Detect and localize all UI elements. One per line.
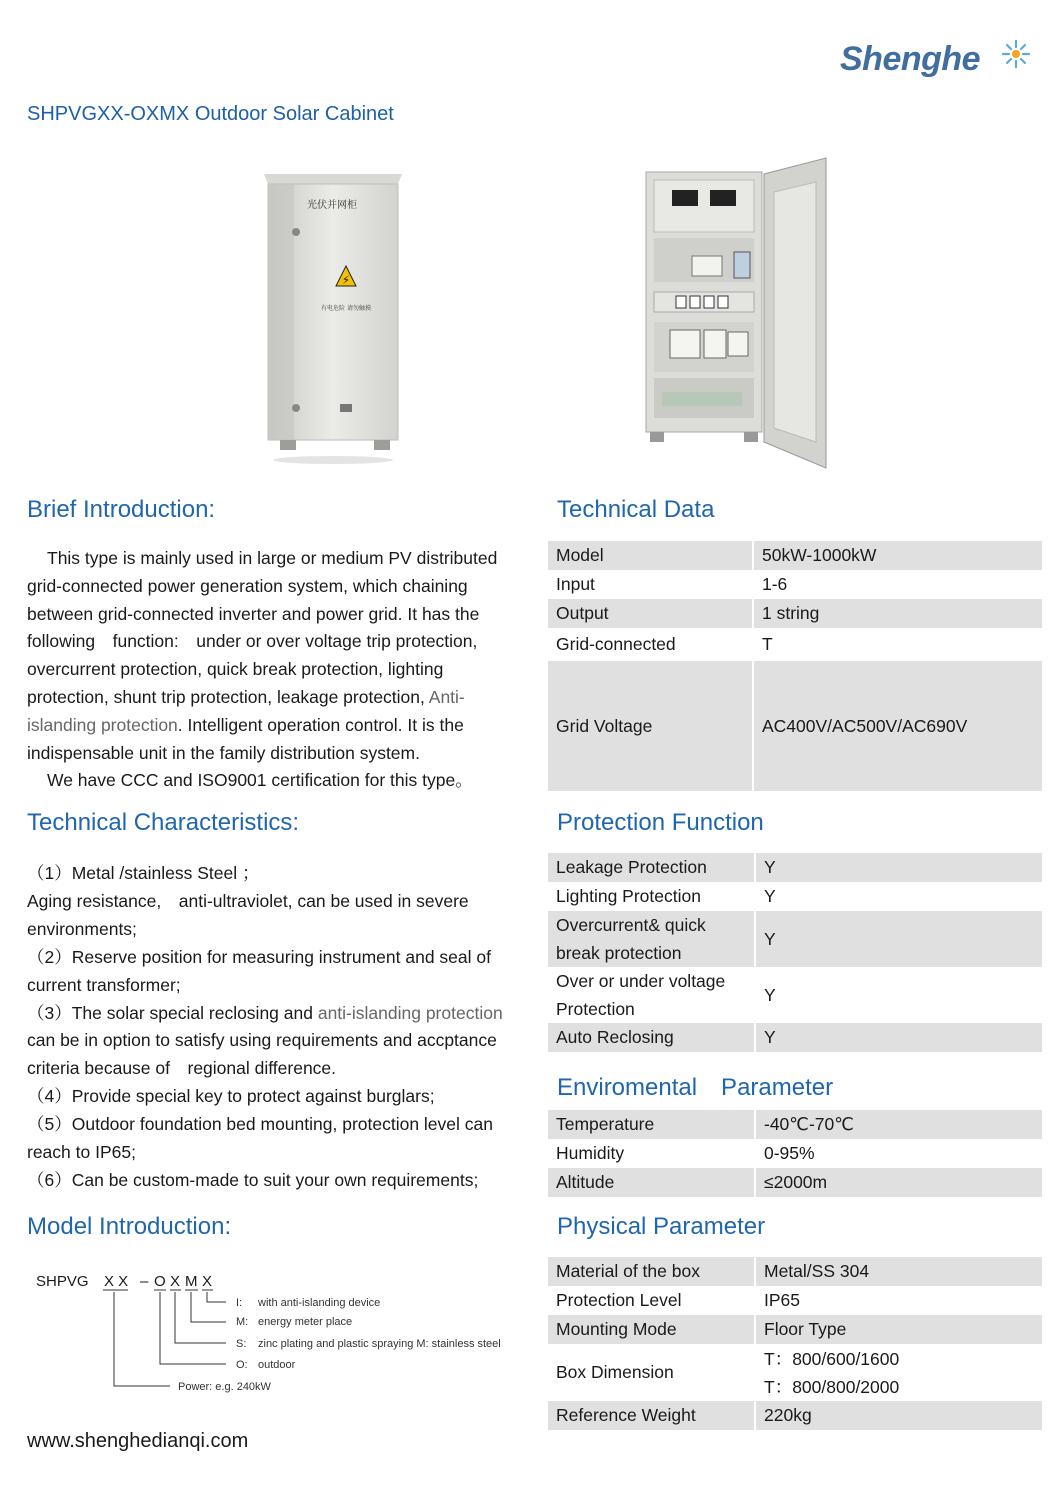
physical-table (548, 1257, 1042, 1430)
environment-table (548, 1110, 1042, 1197)
table-row: Humidity 0-95% (548, 1139, 1042, 1168)
environment-heading: Enviromental Parameter (557, 1074, 834, 1101)
table-row: Over or under voltage Protection Y (548, 967, 1042, 1023)
table-row: Material of the box Metal/SS 304 (548, 1257, 1042, 1286)
table-row: Grid-connected T (548, 628, 1042, 661)
table-row: Input 1-6 (548, 570, 1042, 599)
technical-data-heading: Technical Data (557, 496, 715, 523)
brand-logo (840, 38, 1040, 88)
table-row: Overcurrent& quick break protection Y (548, 911, 1042, 967)
model-code-prefix: SHPVG (36, 1273, 89, 1290)
char-item-2: （2）Reserve position for measuring instrument and seal of current transformer; (27, 946, 491, 995)
model-code-dash: – (140, 1273, 149, 1290)
model-code-m: M (185, 1273, 198, 1290)
table-row: Temperature -40℃-70℃ (548, 1110, 1042, 1139)
char-item-3: （3）The solar special reclosing and anti-islanding protection can be in option to satisfy using requirements and accptance criteria because of regional difference. (27, 1002, 503, 1079)
box-dimension-1: T：800/600/1600 (764, 1348, 900, 1369)
model-intro-heading: Model Introduction: (27, 1213, 232, 1240)
model-line-3-key: S: (236, 1338, 247, 1350)
model-line-4-text: outdoor (258, 1359, 296, 1371)
table-row: Auto Reclosing Y (548, 1023, 1042, 1052)
page-title: SHPVGXX-OXMX Outdoor Solar Cabinet (27, 103, 394, 125)
box-dimension-2: T：800/800/2000 (764, 1376, 900, 1397)
char-item-6: （6）Can be custom-made to suit your own requirements; (27, 1169, 479, 1190)
table-row: Mounting Mode Floor Type (548, 1315, 1042, 1344)
model-line-2-text: energy meter place (258, 1316, 353, 1328)
char-item-5: （5）Outdoor foundation bed mounting, protection level can reach to IP65; (27, 1114, 493, 1163)
brand-name: Shenghe (840, 40, 981, 78)
protection-table (548, 853, 1042, 1052)
model-line-1-text: with anti-islanding device (258, 1297, 381, 1309)
table-row: Reference Weight 220kg (548, 1401, 1042, 1430)
table-row: Box Dimension T：800/600/1600 T：800/800/2000 (548, 1344, 1042, 1401)
brief-p1-highlight: Anti-islanding protection (27, 686, 465, 735)
model-line-1-key: I: (236, 1297, 243, 1309)
model-code-o: O (154, 1273, 166, 1290)
model-line-3-text: zinc plating and plastic spraying M: stainless steel (258, 1338, 501, 1350)
model-line-5-text: Power: e.g. 240kW (178, 1381, 271, 1393)
table-row: Leakage Protection Y (548, 853, 1042, 882)
model-code-xx: X X (104, 1273, 129, 1290)
brief-text (27, 545, 522, 795)
brief-p1: This type is mainly used in large or medium PV distributed grid-connected power generation system, which chaining between grid-connected inverter and power grid. It has the following function: under or over voltage trip protection, overcurrent protection, quick break protection, lighting protection, shunt trip protection, leakage protection, (27, 548, 498, 707)
technical-data-table (548, 541, 1042, 791)
char-item-1b: Aging resistance, anti-ultraviolet, can be used in severe environments; (27, 890, 469, 939)
characteristics-list (27, 860, 527, 1195)
model-code-x1: X (170, 1273, 181, 1290)
brief-heading: Brief Introduction: (27, 496, 216, 523)
closed-cabinet-image (262, 168, 404, 466)
website-link[interactable]: www.shenghedianqi.com (27, 1430, 249, 1452)
characteristics-heading: Technical Characteristics: (27, 809, 300, 836)
model-code-x2: X (202, 1273, 213, 1290)
protection-heading: Protection Function (557, 809, 764, 836)
table-row: Altitude ≤2000m (548, 1168, 1042, 1197)
table-row: Grid Voltage AC400V/AC500V/AC690V (548, 661, 1042, 791)
table-row: Model 50kW-1000kW (548, 541, 1042, 570)
sun-icon (1000, 38, 1032, 70)
brief-p2: We have CCC and ISO9001 certification for this type。 (47, 770, 473, 791)
table-row: Lighting Protection Y (548, 882, 1042, 911)
warning-text: 有电危险 请勿触摸 (321, 305, 371, 312)
model-line-4-key: O: (236, 1359, 248, 1371)
model-code-diagram (30, 1262, 520, 1412)
table-row: Output 1 string (548, 599, 1042, 628)
table-row: Protection Level IP65 (548, 1286, 1042, 1315)
brief-p1-end: . Intelligent operation control. It is the indispensable unit in the family distribution system. (27, 714, 464, 763)
char-item-1: （1）Metal /stainless Steel ； (27, 863, 260, 883)
model-line-2-key: M: (236, 1316, 249, 1328)
cabinet-label: 光伏并网柜 (307, 200, 357, 211)
open-cabinet-image (640, 152, 836, 472)
char-item-4: （4）Provide special key to protect against burglars; (27, 1086, 435, 1107)
physical-heading: Physical Parameter (557, 1213, 766, 1240)
svg-text:⚡: ⚡ (341, 273, 351, 287)
